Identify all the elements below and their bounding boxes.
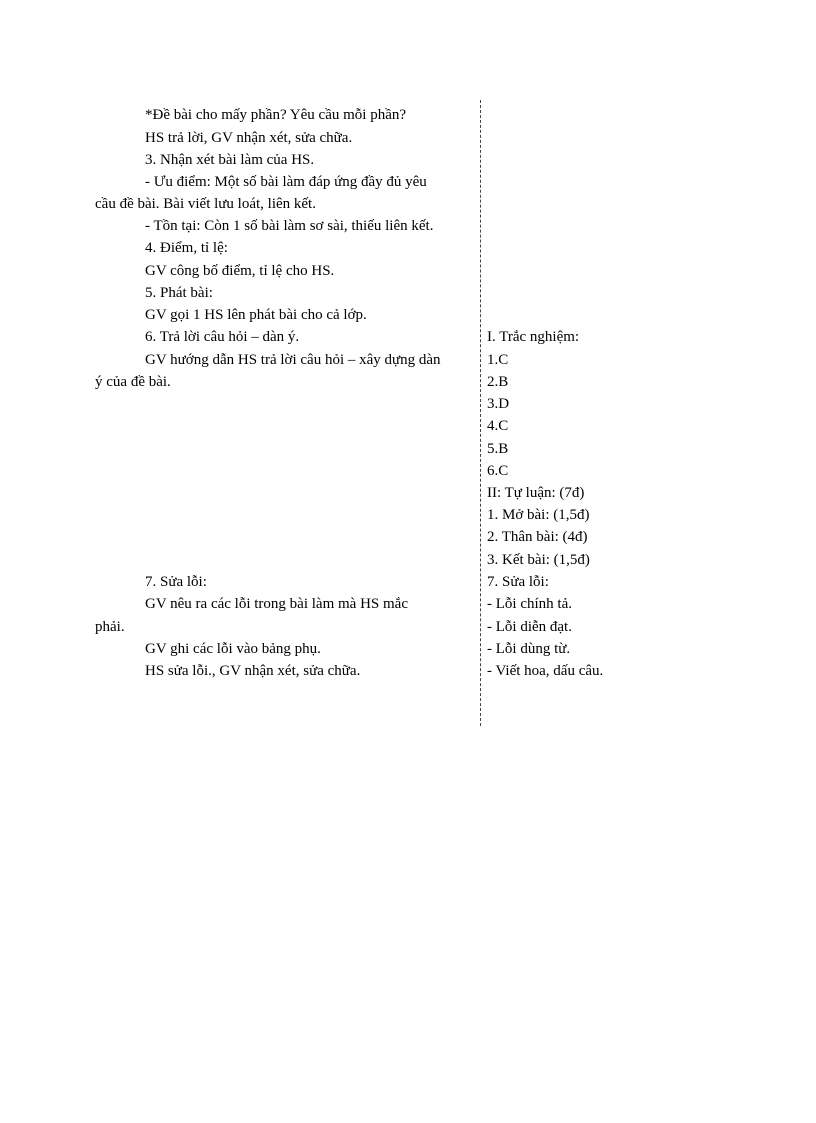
essay-item: 2. Thân bài: (4đ): [487, 529, 588, 545]
left-line: - Tồn tại: Còn 1 số bài làm sơ sài, thiếu liên kết.: [145, 218, 434, 234]
error-item: - Viết hoa, dấu câu.: [487, 663, 604, 679]
section-heading: I. Trắc nghiệm:: [487, 329, 580, 345]
left-line: GV hướng dẫn HS trả lời câu hỏi – xây dựng dàn: [145, 352, 441, 368]
left-line: GV nêu ra các lỗi trong bài làm mà HS mắc: [145, 596, 408, 612]
answer-item: 3.D: [487, 396, 510, 412]
left-line: *Đề bài cho mấy phần? Yêu cầu mỗi phần?: [145, 107, 407, 123]
section-heading: 7. Sửa lỗi:: [145, 574, 207, 590]
section-heading: 3. Nhận xét bài làm của HS.: [145, 152, 315, 168]
answer-item: 6.C: [487, 463, 509, 479]
left-line: GV ghi các lỗi vào bảng phụ.: [145, 641, 321, 657]
error-item: - Lỗi diễn đạt.: [487, 619, 572, 635]
error-item: - Lỗi chính tả.: [487, 596, 572, 612]
section-heading: 5. Phát bài:: [145, 285, 213, 301]
left-line: phải.: [95, 619, 125, 635]
left-line: GV gọi 1 HS lên phát bài cho cả lớp.: [145, 307, 367, 323]
section-heading: 4. Điểm, tỉ lệ:: [145, 240, 228, 256]
section-heading: 7. Sửa lỗi:: [487, 574, 549, 590]
left-line: ý của đề bài.: [95, 374, 171, 390]
column-divider: [480, 100, 481, 726]
section-heading: II: Tự luận: (7đ): [487, 485, 585, 501]
left-line: cầu đề bài. Bài viết lưu loát, liên kết.: [95, 196, 316, 212]
answer-item: 2.B: [487, 374, 509, 390]
left-line: HS trả lời, GV nhận xét, sửa chữa.: [145, 130, 353, 146]
answer-item: 5.B: [487, 441, 509, 457]
essay-item: 1. Mở bài: (1,5đ): [487, 507, 590, 523]
answer-item: 1.C: [487, 352, 509, 368]
essay-item: 3. Kết bài: (1,5đ): [487, 552, 590, 568]
error-item: - Lỗi dùng từ.: [487, 641, 571, 657]
section-heading: 6. Trả lời câu hỏi – dàn ý.: [145, 329, 300, 345]
left-line: HS sửa lỗi., GV nhận xét, sửa chữa.: [145, 663, 361, 679]
answer-item: 4.C: [487, 418, 509, 434]
left-line: - Ưu điểm: Một số bài làm đáp ứng đầy đủ yêu: [145, 174, 427, 190]
left-line: GV công bố điểm, tỉ lệ cho HS.: [145, 263, 335, 279]
